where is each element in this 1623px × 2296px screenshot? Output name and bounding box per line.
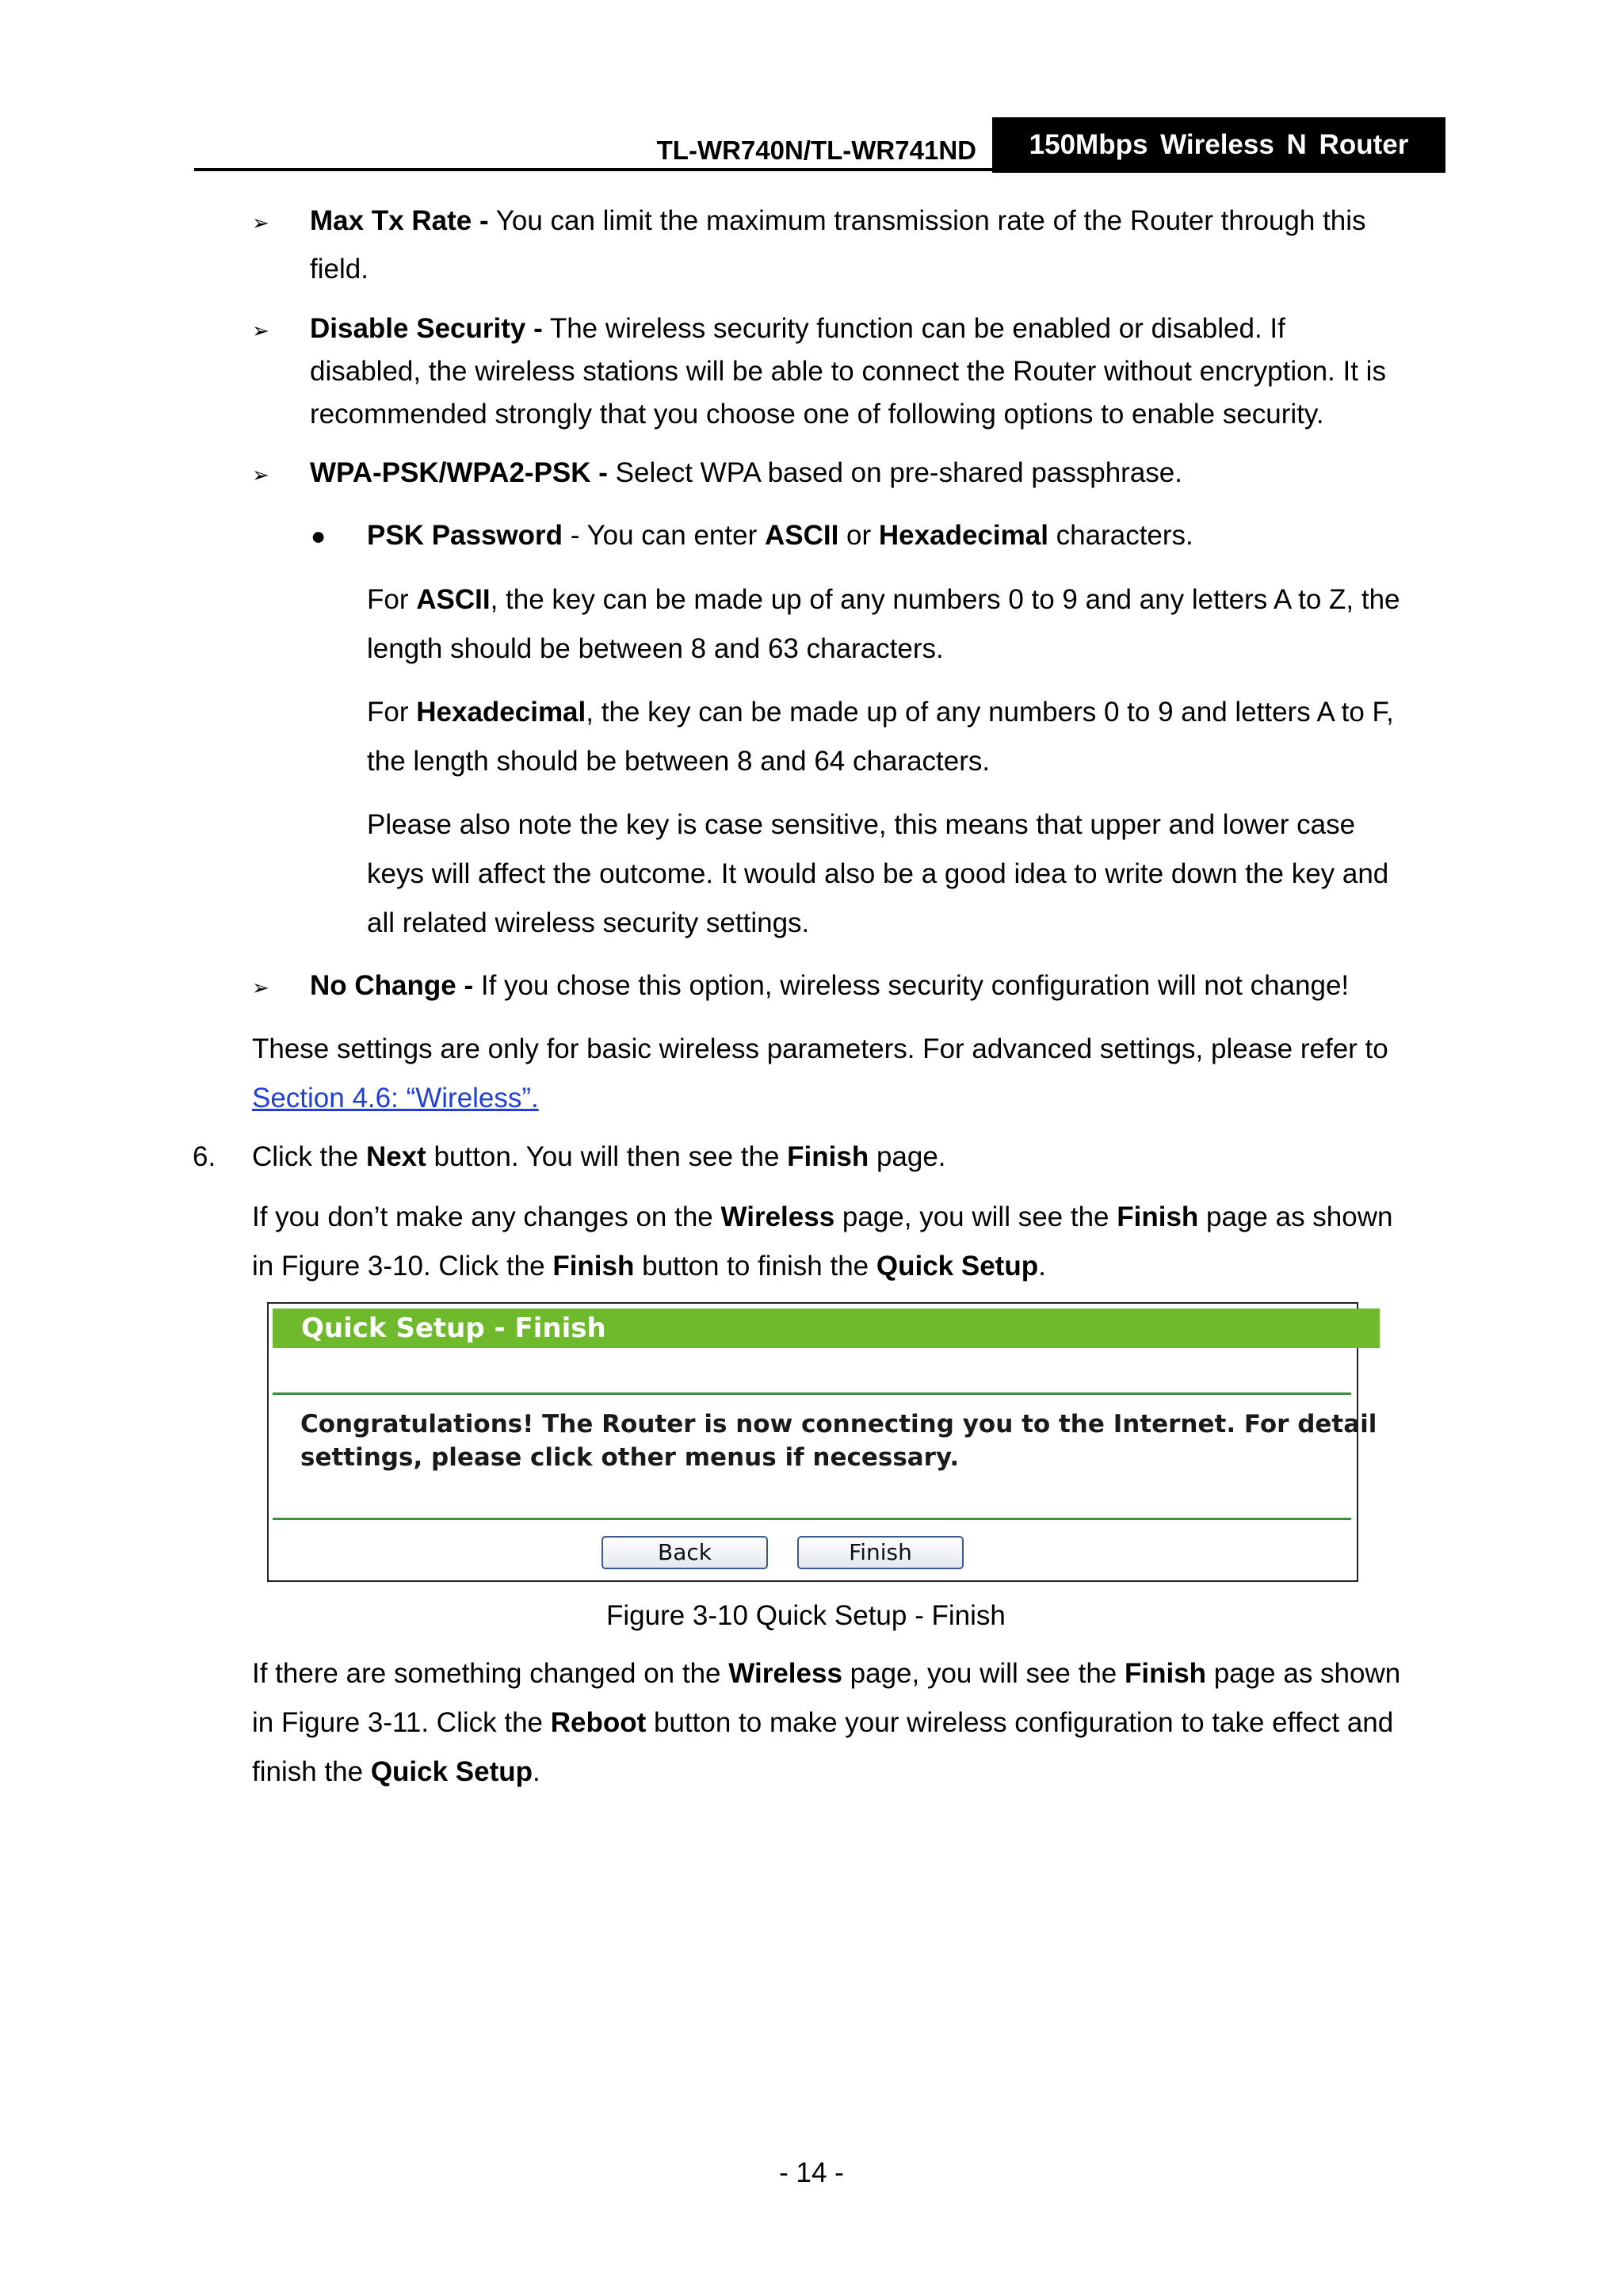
hex-line2: the length should be between 8 and 64 characters.	[367, 746, 991, 777]
figure-title-bar: Quick Setup - Finish	[273, 1308, 1380, 1348]
wpa-line: WPA-PSK/WPA2-PSK - Select WPA based on pre-shared passphrase.	[310, 457, 1182, 488]
disable-security-line3: recommended strongly that you choose one of following options to enable security.	[310, 399, 1324, 430]
ascii-line2: length should be between 8 and 63 characters.	[367, 633, 944, 664]
basic-note-line1: These settings are only for basic wireless parameters. For advanced settings, please refer to	[252, 1033, 1388, 1064]
max-tx-line1: Max Tx Rate - You can limit the maximum transmission rate of the Router through this	[310, 205, 1366, 236]
hex-line1: For Hexadecimal, the key can be made up of any numbers 0 to 9 and letters A to F,	[367, 697, 1394, 728]
step6-line: Click the Next button. You will then see the Finish page.	[252, 1141, 946, 1172]
max-tx-line2: field.	[310, 254, 369, 285]
bullet-arrow: ➢	[252, 211, 269, 235]
step6-para-line2: in Figure 3-10. Click the Finish button to finish the Quick Setup.	[252, 1251, 1046, 1282]
step6-para-line1: If you don’t make any changes on the Wireless page, you will see the Finish page as shown	[252, 1201, 1393, 1232]
figure-bottom-rule	[273, 1518, 1351, 1520]
figure-message-line2: settings, please click other menus if necessary.	[300, 1443, 960, 1472]
bullet-arrow: ➢	[252, 319, 269, 342]
disable-security-line2: disabled, the wireless stations will be able to connect the Router without encryption. It is	[310, 356, 1386, 387]
finish-button[interactable]: Finish	[797, 1536, 964, 1569]
step-number: 6.	[193, 1141, 216, 1172]
header-model: TL-WR740N/TL-WR741ND	[656, 136, 976, 165]
after-line1: If there are something changed on the Wireless page, you will see the Finish page as shown	[252, 1658, 1401, 1689]
figure-message-line1: Congratulations! The Router is now connecting you to the Internet. For detail	[300, 1410, 1377, 1438]
disable-security-line1: Disable Security - The wireless security function can be enabled or disabled. If	[310, 313, 1285, 344]
figure-caption: Figure 3-10 Quick Setup - Finish	[606, 1600, 1006, 1631]
after-line3: finish the Quick Setup.	[252, 1756, 540, 1787]
ascii-line1: For ASCII, the key can be made up of any numbers 0 to 9 and any letters A to Z, the	[367, 584, 1400, 615]
note-line1: Please also note the key is case sensitive, this means that upper and lower case	[367, 809, 1356, 840]
bullet-arrow: ➢	[252, 976, 269, 999]
note-line3: all related wireless security settings.	[367, 907, 810, 938]
no-change-line: No Change - If you chose this option, wireless security configuration will not change!	[310, 970, 1350, 1001]
section-link[interactable]: Section 4.6: “Wireless”.	[252, 1083, 539, 1114]
psk-line: PSK Password - You can enter ASCII or Hexadecimal characters.	[367, 520, 1193, 551]
figure-top-rule	[273, 1392, 1351, 1395]
after-line2: in Figure 3-11. Click the Reboot button to make your wireless configuration to take effect and	[252, 1707, 1394, 1738]
header-rule	[194, 168, 1445, 171]
bullet-dot: ●	[311, 521, 327, 550]
back-button[interactable]: Back	[601, 1536, 768, 1569]
bullet-arrow: ➢	[252, 463, 269, 487]
header-product: 150Mbps Wireless N Router	[992, 117, 1445, 173]
note-line2: keys will affect the outcome. It would also be a good idea to write down the key and	[367, 858, 1389, 889]
page-number: - 14 -	[779, 2157, 844, 2188]
quick-setup-finish-screenshot	[267, 1302, 1377, 1582]
